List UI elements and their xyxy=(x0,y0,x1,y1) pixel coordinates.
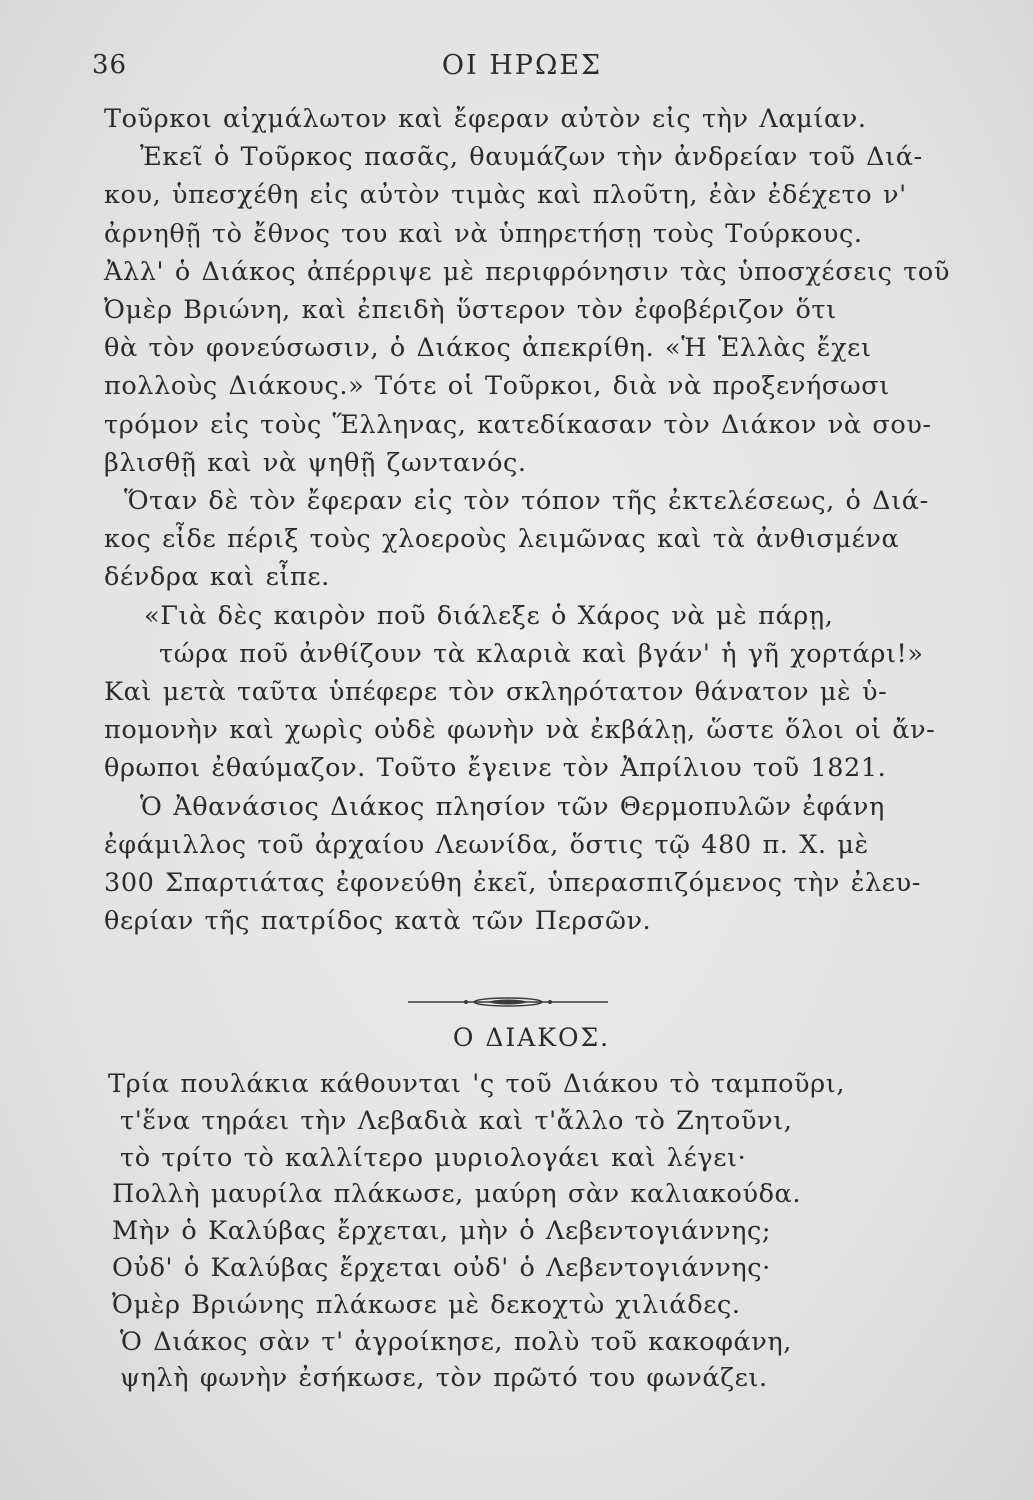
poem-line: Πολλὴ μαυρίλα πλάκωσε, μαύρη σὰν καλιακούδα. xyxy=(112,1179,802,1210)
text-line: Ὁ Ἀθανάσιος Διάκος πλησίον τῶν Θερμοπυλῶν ἐφάνη xyxy=(140,791,885,822)
verse-line: τώρα ποῦ ἀνθίζουν τὰ κλαριὰ καὶ βγάν' ἡ γῆ χορτάρι!» xyxy=(159,638,924,669)
text-line: Ἀλλ' ὁ Διάκος ἀπέρριψε μὲ περιφρόνησιν τὰς ὑποσχέσεις τοῦ xyxy=(104,256,950,287)
text-line: πολλοὺς Διάκους.» Τότε οἱ Τοῦρκοι, διὰ νὰ προξενήσωσι xyxy=(104,371,890,402)
running-title: ΟΙ ΗΡΩΕΣ xyxy=(441,50,603,81)
text-line: θὰ τὸν φονεύσωσιν, ὁ Διάκος ἀπεκρίθη. «Ἡ Ἑλλὰς ἔχει xyxy=(104,333,872,364)
text-line: Ὀμὲρ Βριώνη, καὶ ἐπειδὴ ὕστερον τὸν ἐφοβέριζον ὅτι xyxy=(104,295,837,326)
poem-line: Ὁ Διάκος σὰν τ' ἀγροίκησε, πολὺ τοῦ κακοφάνη, xyxy=(120,1326,792,1357)
poem-line: Τρία πουλάκια κάθουνται 'ς τοῦ Διάκου τὸ ταμποῦρι, xyxy=(108,1069,846,1099)
text-line: ἀρνηθῇ τὸ ἔθνος του καὶ νὰ ὑπηρετήσῃ τοὺς Τούρκους. xyxy=(104,218,863,249)
text-line: δένδρα καὶ εἶπε. xyxy=(104,562,330,593)
page-number: 36 xyxy=(92,50,128,80)
poem-line: τ'ἕνα τηράει τὴν Λεβαδιὰ καὶ τ'ἄλλο τὸ Ζητοῦνι, xyxy=(120,1105,793,1136)
text-line: τρόμον εἰς τοὺς Ἕλληνας, κατεδίκασαν τὸν Διάκον νὰ σου- xyxy=(104,409,932,440)
poem-line: ψηλὴ φωνὴν ἐσήκωσε, τὸν πρῶτό του φωνάζει. xyxy=(120,1363,768,1394)
text-line: θερίαν τῆς πατρίδος κατὰ τῶν Περσῶν. xyxy=(104,906,652,937)
body-text xyxy=(104,100,956,940)
poem-line: τὸ τρίτο τὸ καλλίτερο μυριολογάει καὶ λέγει· xyxy=(120,1142,747,1173)
text-line: θρωποι ἐθαύμαζον. Τοῦτο ἔγεινε τὸν Ἀπρίλιου τοῦ 1821. xyxy=(104,753,887,784)
text-line: 300 Σπαρτιάτας ἐφονεύθη ἐκεῖ, ὑπερασπιζόμενος τὴν ἐλευ- xyxy=(104,868,921,899)
text-line: πομονὴν καὶ χωρὶς οὐδὲ φωνὴν νὰ ἐκβάλῃ, ὥστε ὅλοι οἱ ἄν- xyxy=(104,715,936,746)
text-line: κος εἶδε πέριξ τοὺς χλοεροὺς λειμῶνας καὶ τὰ ἀνθισμένα xyxy=(104,524,900,555)
section-title: Ο ΔΙΑΚΟΣ. xyxy=(452,1023,611,1052)
text-line: βλισθῇ καὶ νὰ ψηθῇ ζωντανός. xyxy=(104,447,527,478)
text-line: Καὶ μετὰ ταῦτα ὑπέφερε τὸν σκληρότατον θάνατον μὲ ὑ- xyxy=(104,677,888,708)
poem-line: Μὴν ὁ Καλύβας ἔρχεται, μὴν ὁ Λεβεντογιάννης; xyxy=(112,1216,772,1247)
poem-line: Οὐδ' ὁ Καλύβας ἔρχεται οὐδ' ὁ Λεβεντογιάννης· xyxy=(112,1252,771,1283)
text-line: ἐφάμιλλος τοῦ ἀρχαίου Λεωνίδα, ὅστις τῷ 480 π. Χ. μὲ xyxy=(104,829,869,860)
text-line: Ἐκεῖ ὁ Τοῦρκος πασᾶς, θαυμάζων τὴν ἀνδρείαν τοῦ Διά- xyxy=(140,142,923,173)
verse-line: «Γιὰ δὲς καιρὸν ποῦ διάλεξε ὁ Χάρος νὰ μὲ πάρῃ, xyxy=(144,600,834,631)
text-line: Τοῦρκοι αἰχμάλωτον καὶ ἔφεραν αὐτὸν εἰς τὴν Λαμίαν. xyxy=(104,104,867,134)
poem xyxy=(108,1066,958,1397)
text-line: κου, ὑπεσχέθη εἰς αὐτὸν τιμὰς καὶ πλοῦτη, ἐὰν ἐδέχετο ν' xyxy=(104,180,907,211)
ornamental-divider xyxy=(408,996,608,1008)
text-line: Ὅταν δὲ τὸν ἔφεραν εἰς τὸν τόπον τῆς ἐκτελέσεως, ὁ Διά- xyxy=(124,486,929,517)
page-header xyxy=(92,50,952,90)
poem-line: Ὀμὲρ Βριώνης πλάκωσε μὲ δεκοχτὼ χιλιάδες. xyxy=(112,1289,741,1320)
